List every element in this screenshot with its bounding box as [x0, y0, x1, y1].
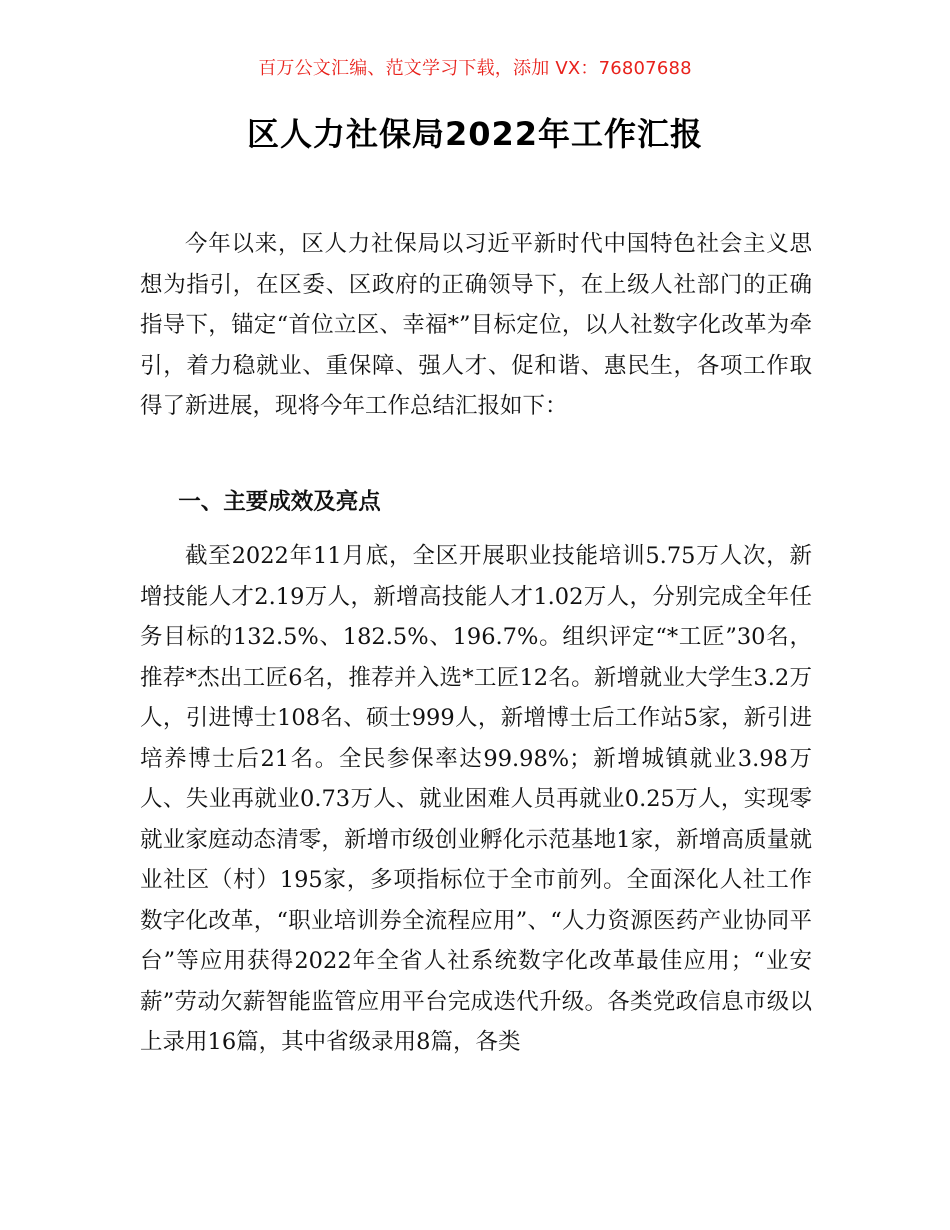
section-paragraph: 截至2022年11月底，全区开展职业技能培训5.75万人次，新增技能人才2.19万人，新增高技能人才1.02万人，分别完成全年任务目标的132.5%、182.5%、196.7%。组织评定“*工匠”30名，推荐*杰出工匠6名，推荐并入选*工匠12名。新增就业大学生3.2万人，引进博士108名、硕士999人，新增博士后工作站5家，新引进培养博士后21名。全民参保率达99.98%；新增城镇就业3.98万人、失业再就业0.73万人、就业困难人员再就业0.25万人，实现零就业家庭动态清零，新增市级创业孵化示范基地1家，新增高质量就业社区（村）195家，多项指标位于全市前列。全面深化人社工作数字化改革，“职业培训券全流程应用”、“人力资源医药产业协同平台”等应用获得2022年全省人社系统数字化改革最佳应用；“业安薪”劳动欠薪智能监管应用平台完成迭代升级。各类党政信息市级以上录用16篇，其中省级录用8篇，各类 [140, 543, 812, 1055]
intro-paragraph: 今年以来，区人力社保局以习近平新时代中国特色社会主义思想为指引，在区委、区政府的正确领导下，在上级人社部门的正确指导下，锚定“首位立区、幸福*”目标定位，以人社数字化改革为牵引，着力稳就业、重保障、强人才、促和谐、惠民生，各项工作取得了新进展，现将今年工作总结汇报如下： [140, 231, 812, 419]
watermark-text: 百万公文汇编、范文学习下载，添加 VX：76807688 [258, 58, 692, 79]
document-title: 区人力社保局2022年工作汇报 [246, 115, 704, 153]
section-heading: 一、主要成效及亮点 [178, 489, 381, 515]
